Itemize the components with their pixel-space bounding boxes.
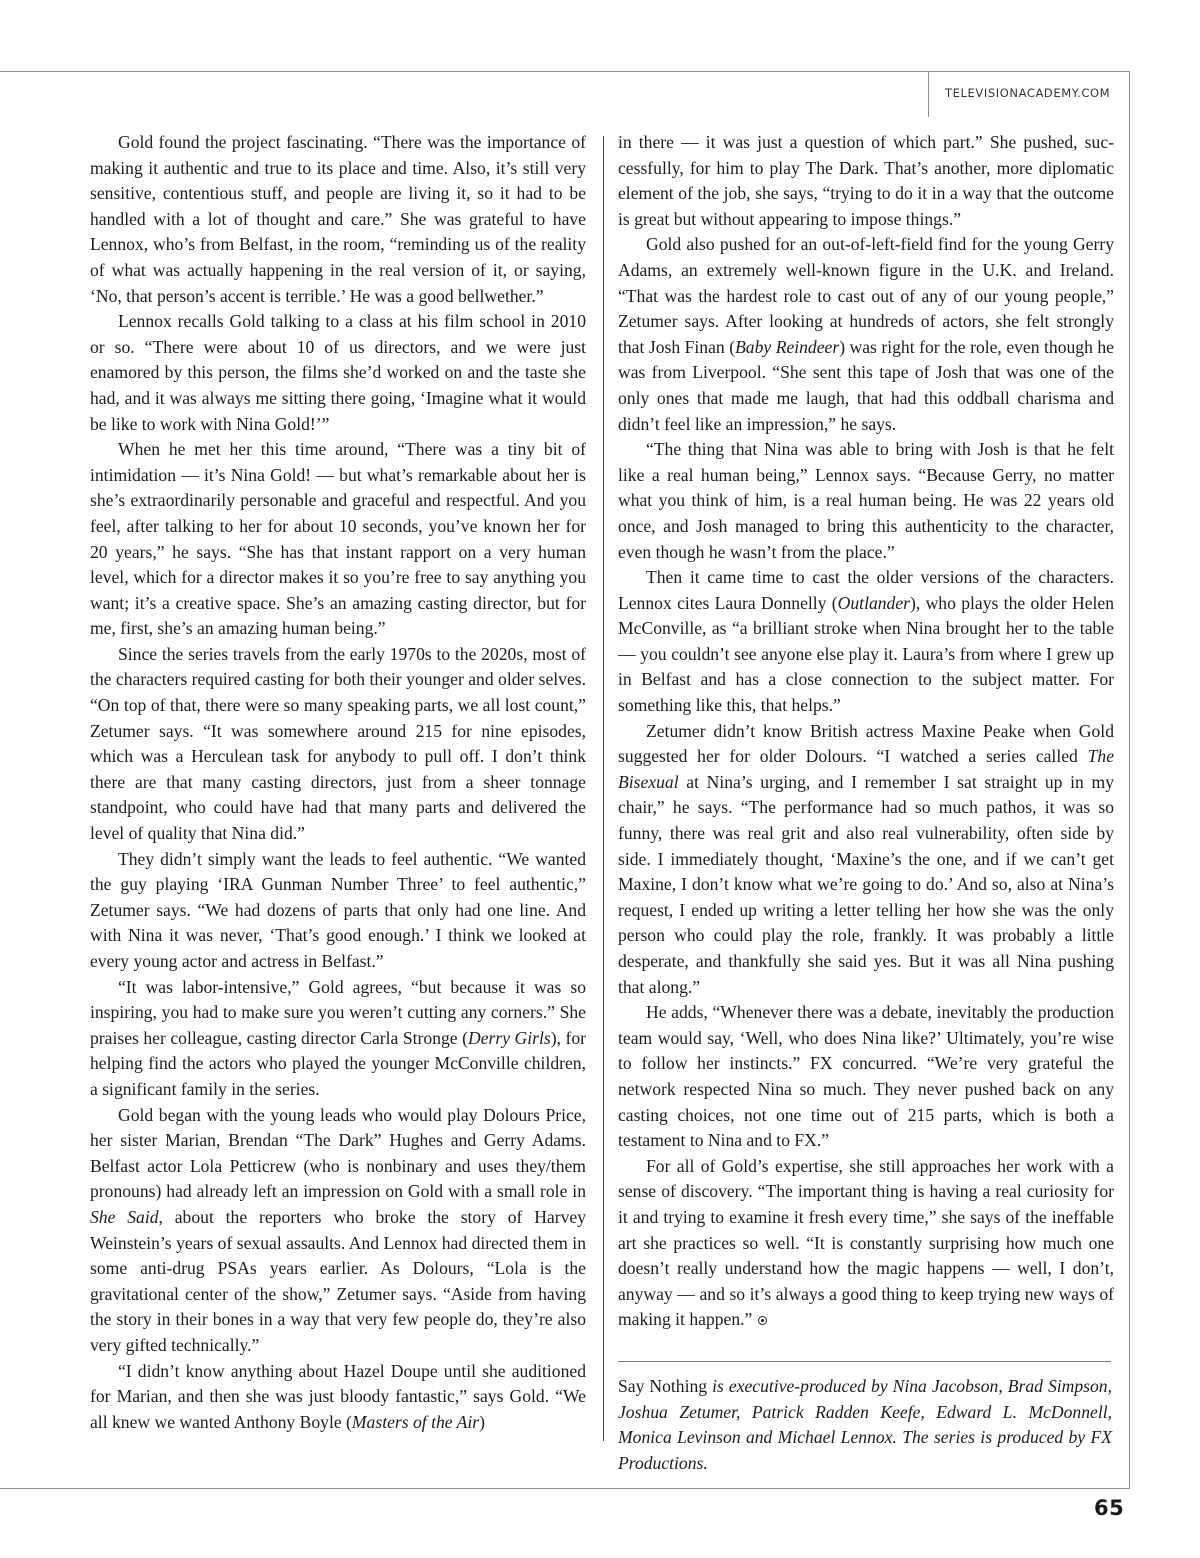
column-divider xyxy=(603,136,604,1441)
paragraph-text: Zetumer didn’t know British actress Maxine Peake when Gold suggested her for older Dolours. “I watched a series called xyxy=(618,720,1114,767)
paragraph-text: ), who plays the older Helen McConville, as “a brilliant stroke when Nina brought her to the table — you couldn’t see anyone else play it. Laura’s from where I grew up in Belfast and has a close connection to the subject matter. For something like this, that helps.” xyxy=(618,592,1115,716)
article-column-right xyxy=(618,130,1114,1333)
paragraph: in there — it was just a question of which part.” She pushed, successfully, for him to play The Dark. That’s another, more diplomatic element of the job, she says, “trying to do it in a way that the outcome is great but without appearing to impose things.” xyxy=(618,132,1114,229)
paragraph xyxy=(618,719,1114,1001)
paragraph-text: Gold also pushed for an out-of-left-field find for the young Gerry Adams, an extremely well-known figure in the U.K. and Ireland. “That was the hardest role to cast out of any of our young people,” Zetumer says. After looking at hundreds of actors, she felt strongly that Josh Finan ( xyxy=(618,234,1114,357)
paragraph-text: For all of Gold’s expertise, she still approaches her work with a sense of discovery. “The important thing is having a real curiosity for it and trying to examine it fresh every time,” she says of the ineffable art she practices so well. “It is constantly surprising how much one doesn’t really understand how the magic happens — well, I don’t, anyway — and so it’s always a good thing to keep trying new ways of making it happen.” xyxy=(618,1155,1114,1330)
footer-rule xyxy=(0,1488,1130,1489)
paragraph-text: Gold began with the young leads who would play Dolours Price, her sister Marian, Brendan “The Dark” Hughes and Gerry Adams. Belfast actor Lola Petticrew (who is nonbinary and uses they/them pronouns) had already left an impression on Gold with a small role in xyxy=(90,1104,586,1202)
paragraph-text: ) xyxy=(479,1411,485,1432)
paragraph xyxy=(618,232,1114,437)
credits-show-title: Say Nothing xyxy=(618,1376,708,1396)
paragraph: Lennox recalls Gold talking to a class at his film school in 2010 or so. “There were about 10 of us directors, and we were just enamored by this person, the films she’d worked on and the taste she had, and it was always me sitting there going, ‘Imagine what it would be like to work with Nina Gold!’” xyxy=(90,311,586,434)
header-divider xyxy=(928,72,929,117)
paragraph-text: “I didn’t know anything about Hazel Doupe until she auditioned for Marian, and then she was just bloody fantastic,” says Gold. “We all knew we wanted Anthony Boyle ( xyxy=(90,1360,586,1432)
article-column-left xyxy=(90,130,586,1435)
show-title: The Bisexual xyxy=(618,746,1114,792)
paragraph-text: , about the reporters who broke the story of Harvey Weinstein’s years of sexual assaults. And Lennox had directed them in some anti-drug PSAs years earlier. As Dolours, “Lola is the gravitational center of the show,” Zetumer says. “Aside from having the story in their bones in a way that very few people do, they’re also very gifted technically.” xyxy=(90,1206,586,1355)
paragraph: They didn’t simply want the leads to feel authentic. “We wanted the guy playing ‘IRA Gunman Number Three’ to feel authentic,” Zetumer says. “We had dozens of parts that only had one line. And with Nina it was never, ‘That’s good enough.’ I think we looked at every young actor and actress in Belfast.” xyxy=(90,848,586,971)
show-title: Masters of the Air xyxy=(351,1411,480,1432)
paragraph xyxy=(90,1359,586,1436)
paragraph-text: ) was right for the role, even though he was from Liverpool. “She sent this tape of Josh that was one of the only ones that made me laugh, that had this oddball charisma and didn’t feel like an impression,” he says. xyxy=(618,336,1114,434)
page-number: 65 xyxy=(1094,1496,1125,1520)
credits-text: is executive-produced by Nina Jacobson, Brad Simpson, Joshua Zetumer, Patrick Radden Keefe, Edward L. McDonnell, Monica Levinson and Michael Lennox. The series is produced by FX Productions. xyxy=(618,1376,1112,1473)
credits-note xyxy=(618,1374,1112,1476)
paragraph: Since the series travels from the early 1970s to the 2020s, most of the characters required casting for both their younger and older selves. “On top of that, there were so many speaking parts, we all lost count,” Zetumer says. “It was somewhere around 215 for nine episodes, which was a Herculean task for anybody to pull off. I don’t think there are that many casting directors, just from a sheer tonnage standpoint, who could have had that many parts and delivered the level of quality that Nina did.” xyxy=(90,643,586,844)
page-border-right xyxy=(1129,71,1130,1488)
site-url: TELEVISIONACADEMY.COM xyxy=(945,86,1111,100)
end-mark-icon xyxy=(758,1316,767,1325)
show-title: She Said xyxy=(90,1206,159,1227)
paragraph: He adds, “Whenever there was a debate, inevitably the production team would say, ‘Well, who does Nina like?’ Ultimately, you’re wise to follow her instincts.” FX concurred. “We’re very grateful the network respected Nina so much. They never pushed back on any casting choices, not one time out of 215 parts, which is both a testament to Nina and to FX.” xyxy=(618,1002,1114,1151)
paragraph: “The thing that Nina was able to bring with Josh is that he felt like a real human being,” Lennox says. “Because Gerry, no matter what you think of him, is a real human being. He was 22 years old once, and Josh managed to bring this authenticity to the character, even though he wasn’t from the place.” xyxy=(618,439,1114,562)
paragraph-text: “It was labor-intensive,” Gold agrees, “but because it was so inspiring, you had to make sure you weren’t cutting any corners.” She praises her colleague, casting director Carla Stronge ( xyxy=(90,976,586,1048)
show-title: Baby Reindeer xyxy=(735,336,840,357)
paragraph xyxy=(90,975,586,1103)
paragraph-text: Then it came time to cast the older versions of the characters. Lennox cites Laura Donnelly ( xyxy=(618,567,1114,613)
paragraph-text: ), for helping find the actors who played the younger McConville children, a significant family in the series. xyxy=(90,1027,587,1099)
paragraph: Gold found the project fascinating. “There was the importance of making it authentic and true to its place and time. Also, it’s still very sensitive, contentious stuff, and people are living it, so it had to be handled with a lot of thought and care.” She was grateful to have Lennox, who’s from Belfast, in the room, “reminding us of the reality of what was actually happening in the real version of it, or saying, ‘No, that person’s accent is terrible.’ He was a good bellwether.” xyxy=(90,132,586,306)
show-title: Outlander xyxy=(837,592,910,613)
credits-rule xyxy=(618,1361,1111,1362)
paragraph xyxy=(90,1103,586,1359)
paragraph: When he met her this time around, “There was a tiny bit of intimidation — it’s Nina Gold! — but what’s remarkable about her is she’s extraordinarily personable and graceful and respectful. And you feel, after talking to her for about 10 seconds, you’ve known her for 20 years,” he says. “She has that instant rapport on a very human level, which for a director makes it so you’re free to say anything you want; it’s a creative space. She’s an amazing casting director, but for me, first, she’s an amazing human being.” xyxy=(90,439,586,639)
paragraph xyxy=(618,1154,1114,1333)
paragraph-text: at Nina’s urging, and I remember I sat straight up in my chair,” he says. “The performance had so much pathos, it was so funny, there was real grit and also real vulnerability, often side by side. I immediately thought, ‘Maxine’s the one, and if we can’t get Maxine, I don’t know what we’re going to do.’ And so, also at Nina’s request, I ended up writing a letter telling her how she was the only person who could play the role, frankly. It was probably a little desperate, and thankfully she said yes. But it was all Nina pushing that along.” xyxy=(618,771,1114,997)
show-title: Derry Girls xyxy=(468,1027,551,1048)
header-rule xyxy=(0,71,1130,72)
paragraph xyxy=(618,565,1114,719)
